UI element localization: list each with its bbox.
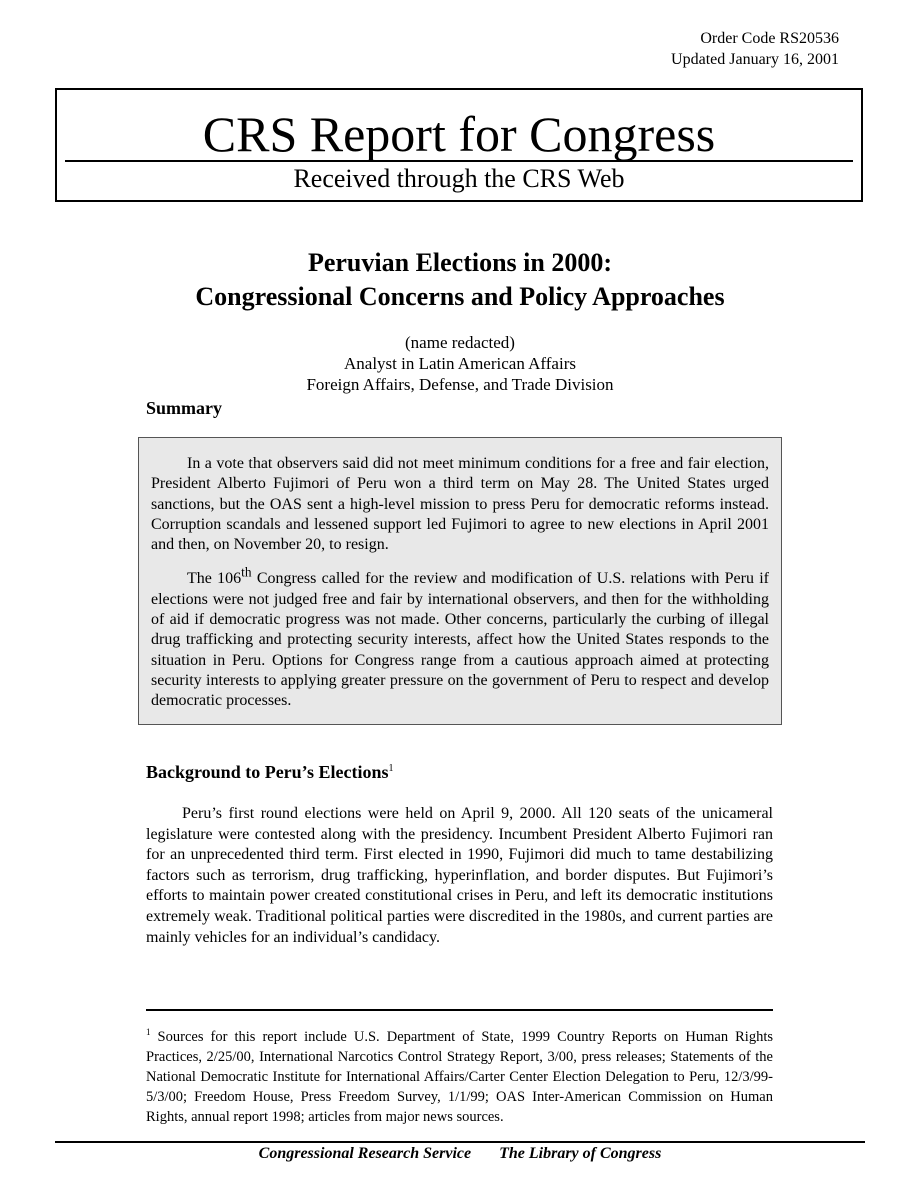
order-code: Order Code RS20536 — [700, 30, 839, 47]
footer-crs: Congressional Research Service — [258, 1145, 472, 1162]
footnote-reference: 1 — [388, 763, 394, 774]
page-footer — [0, 1145, 920, 1163]
banner-subtitle: Received through the CRS Web — [293, 164, 625, 193]
background-heading-text: Background to Peru’s Elections — [146, 762, 389, 782]
background-heading — [146, 762, 394, 783]
report-title-line1: Peruvian Elections in 2000: — [307, 248, 613, 277]
footer-loc: The Library of Congress — [499, 1145, 662, 1162]
crs-banner — [55, 88, 863, 202]
banner-rule — [65, 160, 853, 162]
background-paragraph-1: Peru’s first round elections were held on April 9, 2000. All 120 seats of the unicameral legislature were contested along with the presidency. Incumbent President Alberto Fujimori ran for an unprecedented third term. First elected in 1990, Fujimori did much to tame destabilizing factors such as terrorism, drug trafficking, hyperinflation, and border disputes. But Fujimori’s efforts to maintain power created constitutional crises in Peru, and left its democratic institutions extremely weak. Traditional political parties were discredited in the 1980s, and current parties are mainly vehicles for an individual’s candidacy. — [146, 805, 773, 946]
banner-title: CRS Report for Congress — [202, 106, 716, 162]
summary-box — [138, 437, 782, 725]
report-title — [0, 246, 920, 314]
footnote-text: Sources for this report include U.S. Department of State, 1999 Country Reports on Human Rights Practices, 2/25/00, International Narcotics Control Strategy Report, 3/00, press releases; Statements of the National Democratic Institute for International Affairs/Carter Center Election Delegation to Peru, 12/3/99-5/3/00; Freedom House, Press Freedom Survey, 1/1/99; OAS Inter-American Commission on Human Rights, annual report 1998; articles from major news sources. — [146, 1029, 773, 1125]
footer-divider — [55, 1141, 865, 1143]
author-name: (name redacted) — [405, 333, 515, 352]
summary-paragraph-2 — [151, 565, 770, 711]
author-division: Foreign Affairs, Defense, and Trade Division — [306, 375, 614, 394]
footnote-marker: 1 — [146, 1027, 151, 1038]
summary-p2-start: The 106 — [187, 570, 242, 588]
summary-paragraph-1: In a vote that observers said did not meet minimum conditions for a free and fair election, President Alberto Fujimori of Peru won a third term on May 28. The United States urged sanctions, but the OAS sent a high-level mission to press Peru for democratic reforms instead. Corruption scandals and lessened support led Fujimori to agree to new elections in April 2001 and then, on November 20, to resign. — [151, 455, 769, 554]
author-title: Analyst in Latin American Affairs — [344, 354, 576, 373]
ordinal-suffix: th — [241, 565, 252, 581]
summary-heading: Summary — [146, 398, 222, 418]
background-body — [146, 804, 773, 962]
author-block — [0, 332, 920, 395]
report-title-line2: Congressional Concerns and Policy Approaches — [195, 282, 725, 311]
summary-p2-rest: Congress called for the review and modification of U.S. relations with Peru if elections were not judged free and fair by international observers, and then for the withholding of aid if democratic progress was not made. Other concerns, particularly the curbing of illegal drug trafficking and protecting security interests, affect how the United States responds to the situation in Peru. Options for Congress range from a cautious approach aimed at protecting security interests to applying greater pressure on the government of Peru to respect and develop democratic processes. — [151, 570, 770, 710]
footnote — [146, 1027, 773, 1127]
footnote-divider — [146, 1009, 773, 1011]
updated-date: Updated January 16, 2001 — [671, 51, 839, 68]
order-code-block — [671, 28, 839, 70]
